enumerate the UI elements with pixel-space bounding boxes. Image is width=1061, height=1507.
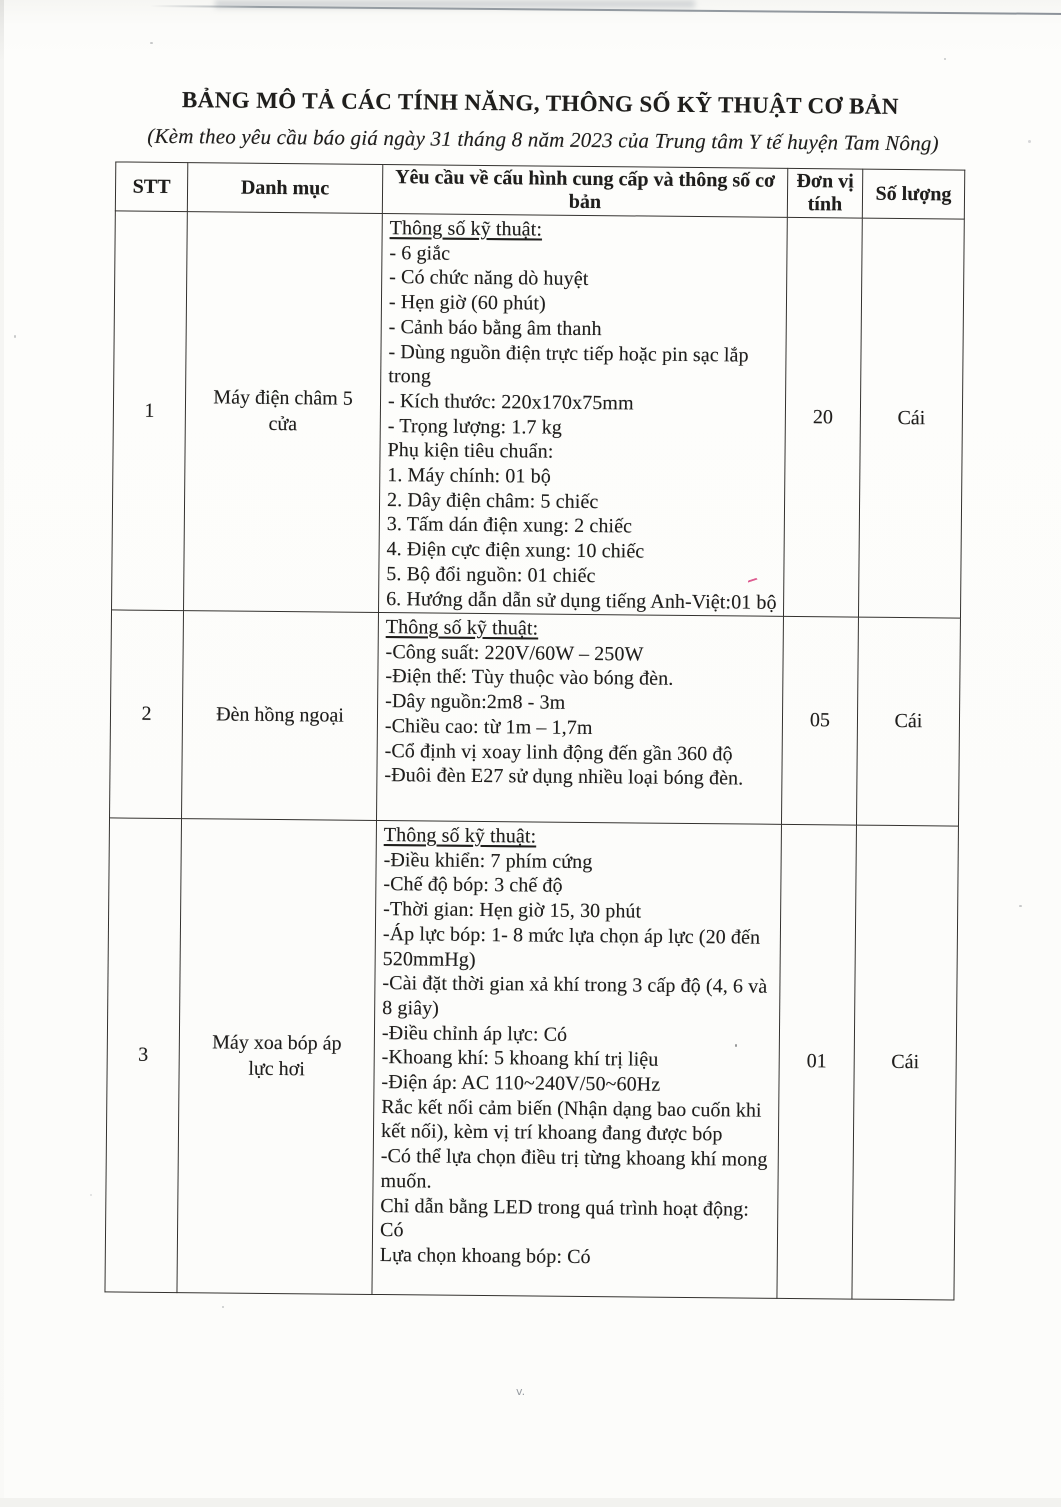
row-unit: 05	[781, 616, 858, 825]
row-stt: 1	[112, 211, 188, 611]
spec-line: 6. Hướng dẫn dẫn sử dụng tiếng Anh-Việt:01 bộ	[386, 587, 777, 614]
col-header-specs: Yêu cầu về cấu hình cung cấp và thông số cơ bản	[382, 165, 787, 218]
spec-line: 5. Bộ đổi nguồn: 01 chiếc	[386, 562, 596, 587]
spec-line: - Kích thước: 220x170x75mm	[387, 389, 634, 415]
spec-heading: Thông số kỹ thuật:	[383, 824, 537, 848]
spec-heading: Thông số kỹ thuật:	[385, 616, 539, 640]
row-category: Máy xoa bóp áp lực hơi	[177, 819, 377, 1295]
spec-line: -Khoang khí: 5 khoang khí trị liệu	[381, 1046, 659, 1072]
spec-line: -Điện thế: Tùy thuộc vào bóng đèn.	[385, 665, 674, 691]
spec-line: 4. Điện cực điện xung: 10 chiếc	[386, 538, 645, 563]
spec-line: Chỉ dẫn bằng LED trong quá trình hoạt động: Có	[379, 1194, 750, 1242]
spec-line: -Đuôi đèn E27 sử dụng nhiều loại bóng đèn.	[384, 764, 744, 790]
spec-line: Lựa chọn khoang bóp: Có	[379, 1243, 591, 1269]
row-category: Đèn hồng ngoại	[182, 611, 379, 821]
spec-line: -Cài đặt thời gian xả khí trong 3 cấp độ (4, 6 và 8 giây)	[382, 972, 768, 1020]
page-subtitle: (Kèm theo yêu cầu báo giá ngày 31 tháng 8 năm 2023 của Trung tâm Y tế huyện Tam Nông)	[147, 123, 939, 156]
table-row	[110, 610, 961, 826]
row-specs	[377, 612, 784, 824]
spec-line: - Trọng lượng: 1.7 kg	[387, 414, 562, 439]
col-header-quantity: Số lượng	[862, 169, 964, 219]
row-unit: 01	[777, 824, 857, 1299]
spec-line: -Điều khiển: 7 phím cứng	[383, 848, 593, 873]
spec-line: -Có thể lựa chọn điều trị từng khoang khí mong muốn.	[380, 1145, 768, 1193]
row-unit: 20	[783, 217, 862, 617]
row-quantity: Cái	[852, 825, 959, 1300]
spec-line: 1. Máy chính: 01 bộ	[387, 464, 551, 488]
spec-line: -Điều chỉnh áp lực: Có	[381, 1021, 568, 1046]
row-stt: 3	[105, 818, 182, 1293]
row-specs	[378, 214, 787, 617]
col-header-stt: STT	[115, 162, 187, 212]
spec-line: Phụ kiện tiêu chuẩn:	[387, 439, 554, 463]
spec-line: 3. Tấm dán điện xung: 2 chiếc	[386, 513, 633, 538]
table-header-row	[115, 162, 964, 219]
spec-line: -Cổ định vị xoay linh động đến gần 360 độ	[384, 739, 733, 765]
row-quantity: Cái	[858, 218, 964, 618]
col-header-unit: Đơn vị tính	[787, 168, 862, 218]
spec-table	[104, 161, 965, 1300]
col-header-category: Danh mục	[187, 163, 382, 214]
spec-line: -Thời gian: Hẹn giờ 15, 30 phút	[383, 898, 642, 923]
spec-line: -Chế độ bóp: 3 chế độ	[383, 873, 563, 898]
spec-heading: Thông số kỹ thuật:	[389, 217, 543, 241]
spec-line: -Áp lực bóp: 1- 8 mức lựa chọn áp lực (20 đến 520mmHg)	[382, 922, 761, 971]
spec-line: Rắc kết nối cảm biến (Nhận dạng bao cuốn khi kết nối), kèm vị trí khoang đang được bóp	[380, 1095, 762, 1146]
spec-line: -Chiều cao: từ 1m – 1,7m	[384, 714, 593, 739]
spec-line: - Hẹn giờ (60 phút)	[388, 291, 546, 315]
page-title: BẢNG MÔ TẢ CÁC TÍNH NĂNG, THÔNG SỐ KỸ THUẬT CƠ BẢN	[181, 87, 899, 119]
spec-line: 2. Dây điện châm: 5 chiếc	[386, 488, 599, 513]
spec-line: - Dùng nguồn điện trực tiếp hoặc pin sạc lắp trong	[388, 340, 749, 388]
table-row	[105, 818, 959, 1300]
row-stt: 2	[110, 610, 184, 819]
spec-line: -Điện áp: AC 110~240V/50~60Hz	[381, 1071, 661, 1096]
scan-bottom-mark: v.	[516, 1385, 526, 1398]
spec-line: - Cảnh báo bằng âm thanh	[388, 315, 602, 340]
row-quantity: Cái	[856, 617, 960, 826]
spec-line: -Dây nguồn:2m8 - 3m	[385, 690, 566, 714]
row-specs	[372, 820, 782, 1298]
row-category: Máy điện châm 5 cửa	[184, 212, 383, 613]
table-body	[105, 211, 964, 1300]
spec-line: - Có chức năng dò huyệt	[389, 266, 589, 291]
table-row	[112, 211, 965, 618]
spec-line: - 6 giắc	[389, 241, 451, 265]
spec-line: -Công suất: 220V/60W – 250W	[385, 640, 644, 666]
